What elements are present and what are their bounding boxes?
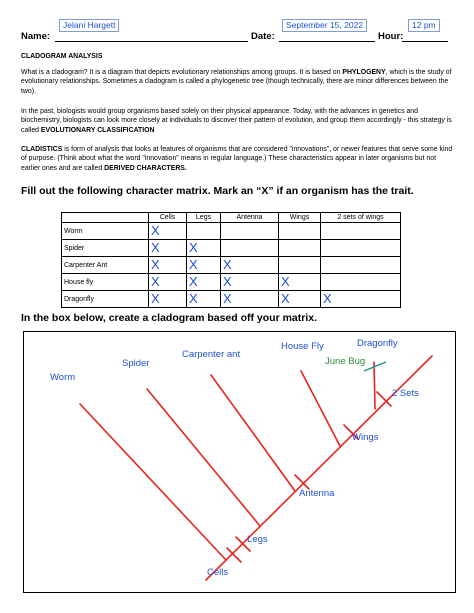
label-cells: Cells <box>207 567 229 578</box>
name-field[interactable]: Jelani Hargett <box>59 19 119 32</box>
label-antenna: Antenna <box>299 488 335 499</box>
paragraph-evolutionary-classification: In the past, biologists would group organisms based solely on their physical appearance. Today, with the advances in genetics and biochemistry, biologists can look more closely at individuals to discover their pattern of evolution, and group them accordingly - this strategy is called EVOLUTIONARY CLASSIFICATION <box>21 108 452 134</box>
june-bug-branch-line <box>364 362 386 371</box>
date-label: Date: <box>251 31 275 42</box>
antenna-trait-tick <box>295 475 309 489</box>
house-fly-branch-line <box>301 371 340 446</box>
trait-cell[interactable]: X <box>221 291 279 308</box>
label-legs: Legs <box>247 534 268 545</box>
matrix-instruction: Fill out the following character matrix. Mark an “X” if an organism has the trait. <box>21 185 414 197</box>
trait-cell[interactable]: X <box>187 257 221 274</box>
dragonfly-branch-line <box>374 362 375 409</box>
column-header: Wings <box>279 213 321 223</box>
section-title: CLADOGRAM ANALYSIS <box>21 53 103 60</box>
trait-cell[interactable]: X <box>149 291 187 308</box>
column-header: Antenna <box>221 213 279 223</box>
organism-cell: Worm <box>62 223 149 240</box>
organism-cell: Carpenter Ant <box>62 257 149 274</box>
cells-trait-tick <box>227 548 241 562</box>
hour-label: Hour: <box>378 31 404 42</box>
cladogram-instruction: In the box below, create a cladogram based off your matrix. <box>21 312 318 324</box>
label-spider: Spider <box>122 358 150 369</box>
trait-cell[interactable]: X <box>187 240 221 257</box>
trait-cell[interactable]: X <box>321 291 401 308</box>
hour-field[interactable]: 12 pm <box>408 19 440 32</box>
spider-branch-line <box>147 389 260 526</box>
trait-cell[interactable]: X <box>187 291 221 308</box>
label-worm: Worm <box>50 372 76 383</box>
trait-cell[interactable]: X <box>221 257 279 274</box>
name-label: Name: <box>21 31 51 42</box>
label-wings: Wings <box>352 432 379 443</box>
date-field[interactable]: September 15, 2022 <box>282 19 367 32</box>
organism-cell: Spider <box>62 240 149 257</box>
trait-cell[interactable]: X <box>187 274 221 291</box>
trait-cell[interactable]: X <box>149 274 187 291</box>
organism-cell: Dragonfly <box>62 291 149 308</box>
trait-cell[interactable]: X <box>279 274 321 291</box>
column-header: Cells <box>149 213 187 223</box>
organism-cell: House fly <box>62 274 149 291</box>
trait-cell[interactable]: X <box>149 240 187 257</box>
label-two-sets: 2 Sets <box>392 388 419 399</box>
label-house-fly: House Fly <box>281 341 324 352</box>
trait-cell[interactable]: X <box>149 257 187 274</box>
paragraph-phylogeny: What is a cladogram? It is a diagram that depicts evolutionary relationships among groups. It is based on PHYLOGENY, which is the study of evolutionary relationships. Sometimes a cladogram is called a phylogenetic tree (though technically, there are minor differences between the two). <box>21 69 452 95</box>
label-dragonfly: Dragonfly <box>357 338 398 349</box>
trait-cell[interactable]: X <box>279 291 321 308</box>
column-header: Legs <box>187 213 221 223</box>
label-carpenter-ant: Carpenter ant <box>182 349 241 360</box>
trait-cell[interactable]: X <box>221 274 279 291</box>
trait-cell[interactable]: X <box>149 223 187 240</box>
paragraph-cladistics: CLADISTICS is form of analysis that looks at features of organisms that are considered "innovations", or newer features that serve some kind of purpose. (Think about what the word "innovation" means in regular language.) These characteristics appear in later organisms but not earlier ones and are called DERIVED CHARACTERS. <box>21 146 453 172</box>
carpenter-ant-branch-line <box>211 375 295 491</box>
column-header: 2 sets of wings <box>321 213 401 223</box>
label-june-bug: June Bug <box>325 356 366 367</box>
worm-branch-line <box>80 404 226 560</box>
